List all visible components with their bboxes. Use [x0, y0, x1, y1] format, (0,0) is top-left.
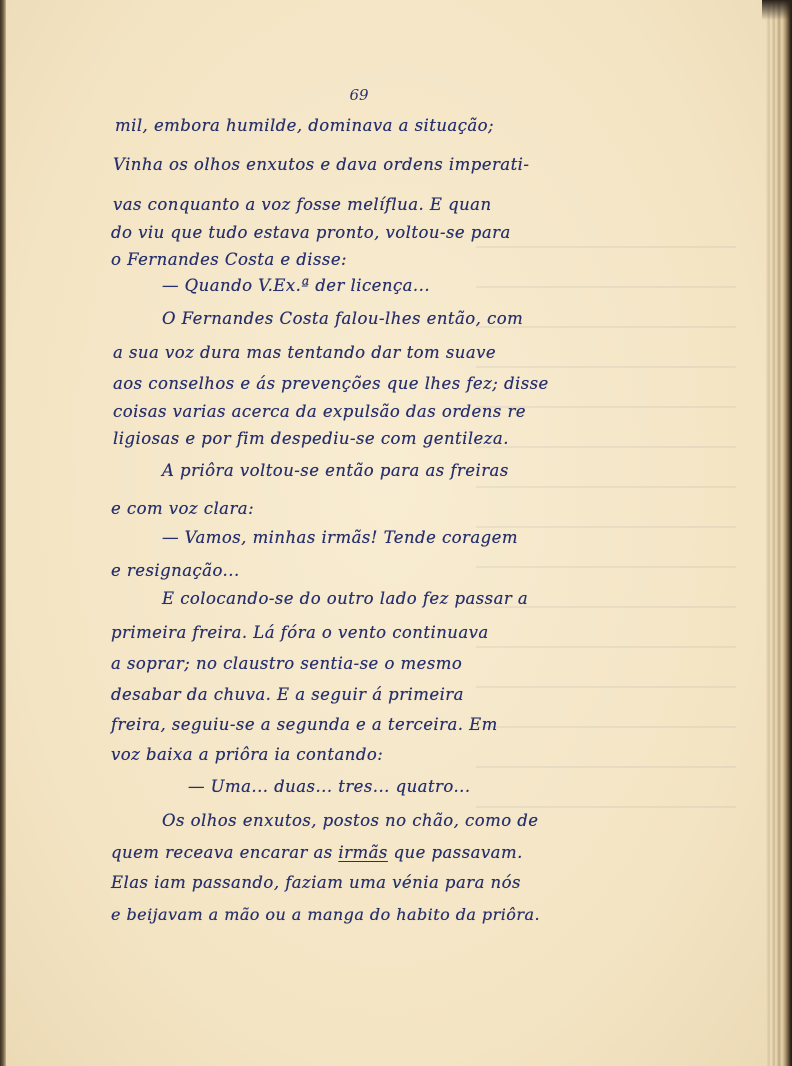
text-line-with-underline	[111, 838, 523, 868]
text-line: a soprar; no claustro sentia-se o mesmo	[111, 654, 463, 673]
text-line: — Vamos, minhas irmãs! Tende coragem	[162, 528, 518, 547]
text-line: mil, embora humilde, dominava a situação;	[115, 116, 495, 135]
handwritten-text	[6, 0, 766, 1066]
page-number: 69	[349, 86, 369, 104]
text-line: desabar da chuva. E a seguir á primeira	[111, 685, 464, 704]
text-line: coisas varias acerca da expulsão das ordens re	[113, 402, 527, 421]
text-line: — Uma... duas... tres... quatro...	[188, 777, 471, 796]
text-line: e resignação...	[111, 561, 240, 580]
text-line: A priôra voltou-se então para as freiras	[162, 461, 509, 480]
page-corner-shadow	[762, 0, 792, 20]
text-line: voz baixa a priôra ia contando:	[111, 745, 384, 764]
text-segment: quem receava encarar as	[111, 843, 339, 862]
text-line: e beijavam a mão ou a manga do habito da priôra.	[111, 905, 540, 924]
text-line: O Fernandes Costa falou-lhes então, com	[162, 309, 524, 328]
text-line: Vinha os olhos enxutos e dava ordens imperati-	[113, 155, 530, 174]
text-line: primeira freira. Lá fóra o vento continuava	[111, 623, 489, 642]
text-line: e com voz clara:	[111, 499, 255, 518]
text-segment: que passavam.	[387, 843, 523, 862]
page-gutter-shadow	[0, 0, 6, 1066]
text-line: vas conquanto a voz fosse melíflua. E quan	[113, 195, 492, 214]
text-line: freira, seguiu-se a segunda e a terceira. Em	[111, 715, 498, 734]
text-line: E colocando-se do outro lado fez passar a	[162, 589, 529, 608]
text-line: ligiosas e por fim despediu-se com gentileza.	[113, 429, 509, 448]
manuscript-page	[6, 0, 766, 1066]
text-line: do viu que tudo estava pronto, voltou-se para	[111, 223, 511, 242]
text-line: o Fernandes Costa e disse:	[111, 250, 348, 269]
text-line: — Quando V.Ex.ª der licença...	[162, 276, 431, 295]
page-stack-edge	[766, 0, 792, 1066]
underlined-word: irmãs	[338, 843, 388, 862]
text-line: aos conselhos e ás prevenções que lhes fez; disse	[113, 374, 549, 393]
text-line: Os olhos enxutos, postos no chão, como de	[162, 811, 539, 830]
text-line: Elas iam passando, faziam uma vénia para nós	[111, 873, 521, 892]
text-line: a sua voz dura mas tentando dar tom suave	[113, 343, 497, 362]
